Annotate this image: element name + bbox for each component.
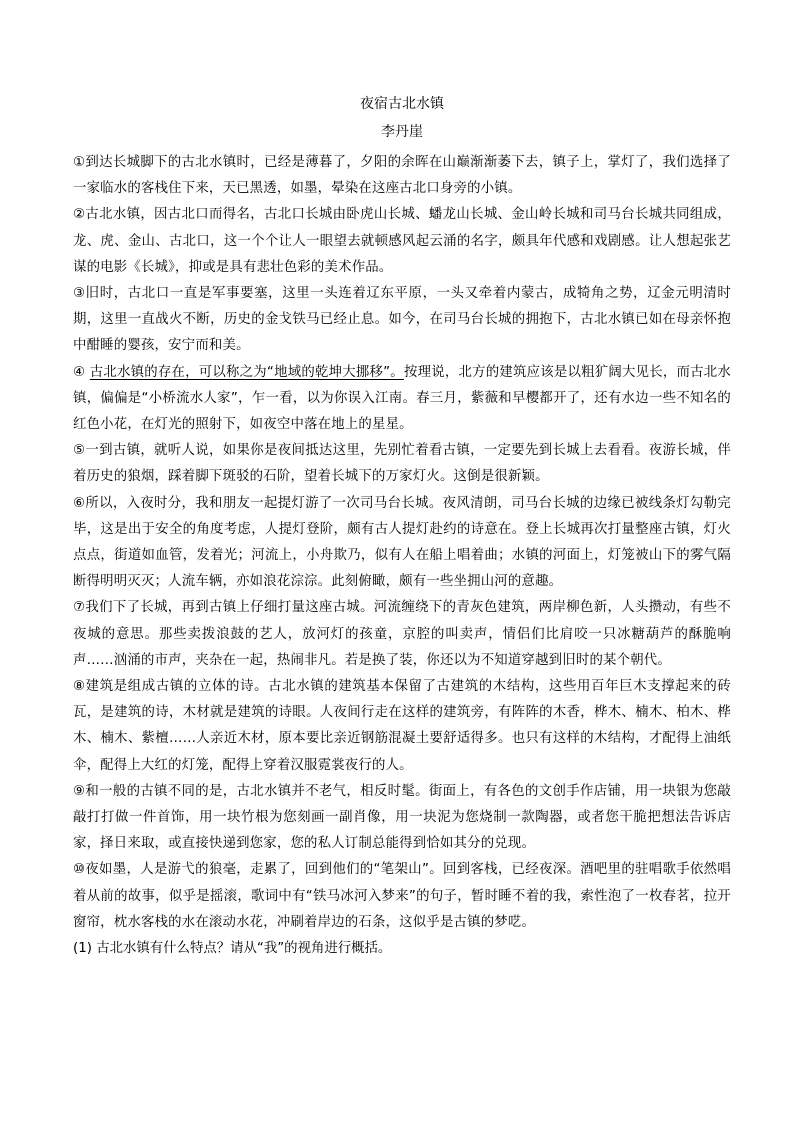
paragraph-9: ⑨和一般的古镇不同的是，古北水镇并不老气，相反时髦。街面上，有各色的文创手作店铺，用一块银为您敲敲打打做一件首饰，用一块竹根为您刻画一副肖像，用一块泥为您烧制一款陶器，或者您干脆把想法告诉店家，择日来取，或直接快递到您家，您的私人订制总能得到恰如其分的兑现。 xyxy=(73,783,731,852)
document-page xyxy=(73,90,731,962)
paragraph-5: ⑤一到古镇，就听人说，如果你是夜间抵达这里，先别忙着看古镇，一定要先到长城上去看看。夜游长城，伴着历史的狼烟，踩着脚下斑驳的石阶，望着长城下的万家灯火。这倒是很新颖。 xyxy=(73,443,731,485)
paragraph-4 xyxy=(73,360,731,439)
paragraph-8: ⑧建筑是组成古镇的立体的诗。古北水镇的建筑基本保留了古建筑的木结构，这些用百年巨木支撑起来的砖瓦，是建筑的诗，木材就是建筑的诗眼。人夜间行走在这样的建筑旁，有阵阵的木香，桦木、楠木、柏木、桦木、楠木、紫檀……人亲近木材，原本要比亲近钢筋混凝土要舒适得多。也只有这样的木结构，才配得上油纸伞，配得上大红的灯笼，配得上穿着汉服霓裳夜行的人。 xyxy=(73,679,731,773)
paragraph-7: ⑦我们下了长城，再到古镇上仔细打量这座古城。河流缠绕下的青灰色建筑，两岸柳色新，人头攒动，有些不夜城的意思。那些卖拨浪鼓的艺人，放河灯的孩童，京腔的叫卖声，情侣们比肩咬一只冰糖葫芦的酥脆响声……汹涌的市声，夹杂在一起，热闹非凡。若是换了装，你还以为不知道穿越到旧时的某个朝代。 xyxy=(73,600,731,668)
question-1: (1) 古北水镇有什么特点？请从“我”的视角进行概括。 xyxy=(73,941,392,957)
paragraph-3: ③旧时，古北口一直是军事要塞，这里一头连着辽东平原，一头又牵着内蒙古，成犄角之势，辽金元明清时期，这里一直战火不断，历史的金戈铁马已经止息。如今，在司马台长城的拥抱下，古北水镇已如在母亲怀抱中酣睡的婴孩，安宁而和美。 xyxy=(73,286,731,354)
paragraph-6: ⑥所以，入夜时分，我和朋友一起提灯游了一次司马台长城。夜风清朗，司马台长城的边缘已被线条灯勾勒完毕，这是出于安全的角度考虑，人提灯登阶，颇有古人提灯赴约的诗意在。登上长城再次打量整座古镇，灯火点点，街道如血管，发着光；河流上，小舟欺乃，似有人在船上唱着曲；水镇的河面上，灯笼被山下的雾气隔断得明明灭灭；人流车辆，亦如浪花淙淙。此刻俯瞰，颇有一些坐拥山河的意趣。 xyxy=(73,495,731,590)
underlined-sentence: 古北水镇的存在，可以称之为“地域的乾坤大挪移”。 xyxy=(89,364,404,380)
paragraph-2: ②古北水镇，因古北口而得名，古北口长城由卧虎山长城、蟠龙山长城、金山岭长城和司马台长城共同组成，龙、虎、金山、古北口，这一个个让人一眼望去就顿感风起云涌的名字，颇具年代感和戏剧感。让人想起张艺谋的电影《长城》，抑或是具有悲壮色彩的美术作品。 xyxy=(73,207,731,275)
paragraph-4-text: 按理说，北方的建筑应该是以粗犷阔大见长，而古北水镇，偏偏是“小桥流水人家”，乍一看，以为你误入江南。春三月，紫薇和早樱都开了，还有水边一些不知名的红色小花，在灯光的照射下，如夜空中落在地上的星星。 xyxy=(73,364,731,433)
paragraph-10: ⑩夜如墨，人是游弋的狼毫，走累了，回到他们的“笔架山”。回到客栈，已经夜深。酒吧里的驻唱歌手依然唱着从前的故事，似乎是摇滚，歌词中有“铁马冰河入梦来”的句子，暂时睡不着的我，索性泡了一枚春茗，拉开窗帘，枕水客栈的水在滚动水花，冲刷着岸边的石条，这似乎是古镇的梦呓。 xyxy=(73,862,731,930)
paragraph-1: ①到达长城脚下的古北水镇时，已经是薄暮了，夕阳的余晖在山巅渐渐萎下去，镇子上，掌灯了，我们选择了一家临水的客栈住下来，天已黑透，如墨，晕染在这座古北口身旁的小镇。 xyxy=(73,155,731,197)
article-author: 李丹崖 xyxy=(381,124,423,140)
paragraph-4-number: ④ xyxy=(73,364,90,380)
article-title: 夜宿古北水镇 xyxy=(360,96,444,112)
